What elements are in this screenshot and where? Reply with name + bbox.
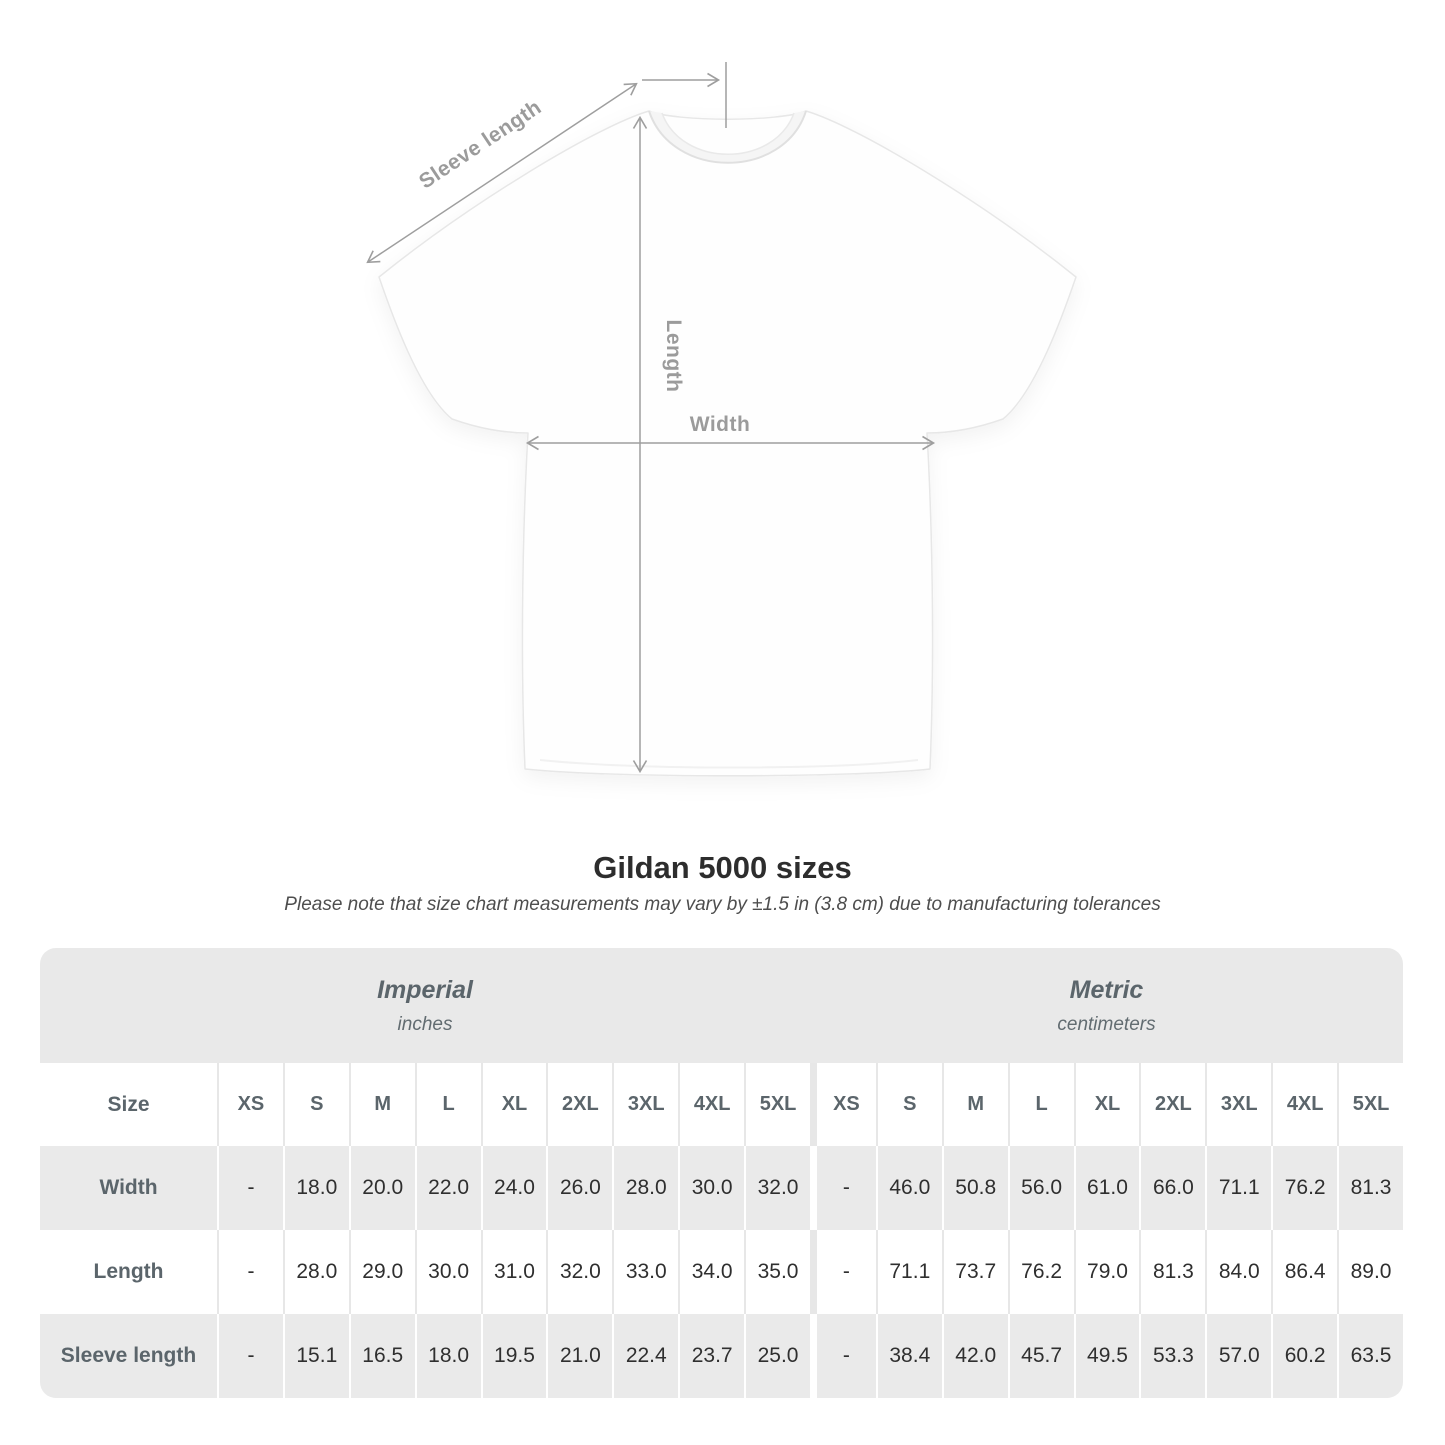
size-corner-cell: Size [107, 1092, 150, 1116]
table-cell: 29.0 [349, 1230, 415, 1314]
table-cell: - [217, 1314, 283, 1398]
table-cell: 46.0 [876, 1146, 942, 1230]
size-col-header: XS [217, 1063, 283, 1146]
size-col-header: L [415, 1063, 481, 1146]
table-cell: 71.1 [1205, 1146, 1271, 1230]
group-header-imperial [40, 948, 810, 1063]
size-col-header: 3XL [1205, 1063, 1271, 1146]
table-cell: 53.3 [1139, 1314, 1205, 1398]
table-cell: 71.1 [876, 1230, 942, 1314]
row-label: Length [93, 1260, 164, 1283]
page-title: Gildan 5000 sizes [593, 850, 852, 885]
table-cell: 28.0 [283, 1230, 349, 1314]
size-col-header: 2XL [546, 1063, 612, 1146]
size-col-header: XL [481, 1063, 547, 1146]
size-col-header: 3XL [612, 1063, 678, 1146]
table-cell: 18.0 [415, 1314, 481, 1398]
length-label: Length [662, 319, 685, 393]
table-cell: 31.0 [481, 1230, 547, 1314]
table-cell: 76.2 [1271, 1146, 1337, 1230]
table-cell: 32.0 [744, 1146, 810, 1230]
table-cell: 81.3 [1139, 1230, 1205, 1314]
table-cell: 20.0 [349, 1146, 415, 1230]
table-cell: - [217, 1230, 283, 1314]
table-cell: 26.0 [546, 1146, 612, 1230]
size-col-header: 5XL [1337, 1063, 1403, 1146]
table-cell: 42.0 [942, 1314, 1008, 1398]
table-cell: 24.0 [481, 1146, 547, 1230]
table-cell: 56.0 [1008, 1146, 1074, 1230]
table-cell: 21.0 [546, 1314, 612, 1398]
table-cell: 60.2 [1271, 1314, 1337, 1398]
width-label: Width [689, 413, 751, 436]
table-cell: 30.0 [678, 1146, 744, 1230]
size-col-header: 4XL [678, 1063, 744, 1146]
table-cell: 45.7 [1008, 1314, 1074, 1398]
table-cell: - [810, 1146, 876, 1230]
table-cell: 57.0 [1205, 1314, 1271, 1398]
table-cell: 63.5 [1337, 1314, 1403, 1398]
row-label: Width [99, 1176, 158, 1199]
table-cell: 84.0 [1205, 1230, 1271, 1314]
table-cell: 23.7 [678, 1314, 744, 1398]
table-cell: 73.7 [942, 1230, 1008, 1314]
group-header-metric [810, 948, 1403, 1063]
table-cell: - [810, 1230, 876, 1314]
table-cell: 89.0 [1337, 1230, 1403, 1314]
table-cell: 30.0 [415, 1230, 481, 1314]
table-cell: 19.5 [481, 1314, 547, 1398]
imperial-label: Imperial [377, 975, 473, 1004]
table-cell: 15.1 [283, 1314, 349, 1398]
row-label: Sleeve length [60, 1344, 197, 1367]
size-col-header: 4XL [1271, 1063, 1337, 1146]
table-cell: 18.0 [283, 1146, 349, 1230]
table-cell: 61.0 [1074, 1146, 1140, 1230]
table-row-sleeve-length [40, 1314, 1403, 1398]
table-cell: - [217, 1146, 283, 1230]
table-row-length [40, 1230, 1403, 1314]
size-col-header: M [942, 1063, 1008, 1146]
size-table [40, 948, 1403, 1398]
table-cell: 32.0 [546, 1230, 612, 1314]
table-cell: 22.4 [612, 1314, 678, 1398]
unit-group-header [40, 948, 1403, 1063]
table-cell: 86.4 [1271, 1230, 1337, 1314]
size-col-header: S [876, 1063, 942, 1146]
table-row-width [40, 1146, 1403, 1230]
table-cell: 34.0 [678, 1230, 744, 1314]
imperial-unit: inches [397, 1013, 453, 1035]
table-cell: 79.0 [1074, 1230, 1140, 1314]
size-col-header: S [283, 1063, 349, 1146]
table-cell: 35.0 [744, 1230, 810, 1314]
size-col-header: XL [1074, 1063, 1140, 1146]
size-header-row [40, 1063, 1403, 1146]
size-col-header: 5XL [744, 1063, 810, 1146]
table-cell: 81.3 [1337, 1146, 1403, 1230]
metric-unit: centimeters [1057, 1013, 1156, 1035]
size-col-header: 2XL [1139, 1063, 1205, 1146]
metric-label: Metric [1069, 975, 1144, 1004]
table-cell: 16.5 [349, 1314, 415, 1398]
table-cell: 50.8 [942, 1146, 1008, 1230]
size-col-header: L [1008, 1063, 1074, 1146]
size-col-header: M [349, 1063, 415, 1146]
table-cell: 38.4 [876, 1314, 942, 1398]
table-cell: 22.0 [415, 1146, 481, 1230]
table-cell: 33.0 [612, 1230, 678, 1314]
table-cell: 28.0 [612, 1146, 678, 1230]
table-cell: 25.0 [744, 1314, 810, 1398]
table-cell: 76.2 [1008, 1230, 1074, 1314]
sleeve-length-label: Sleeve length [414, 95, 546, 194]
tolerance-note: Please note that size chart measurements may vary by ±1.5 in (3.8 cm) due to manufacturing tolerances [284, 894, 1161, 915]
size-col-header: XS [810, 1063, 876, 1146]
table-cell: - [810, 1314, 876, 1398]
table-cell: 66.0 [1139, 1146, 1205, 1230]
table-cell: 49.5 [1074, 1314, 1140, 1398]
